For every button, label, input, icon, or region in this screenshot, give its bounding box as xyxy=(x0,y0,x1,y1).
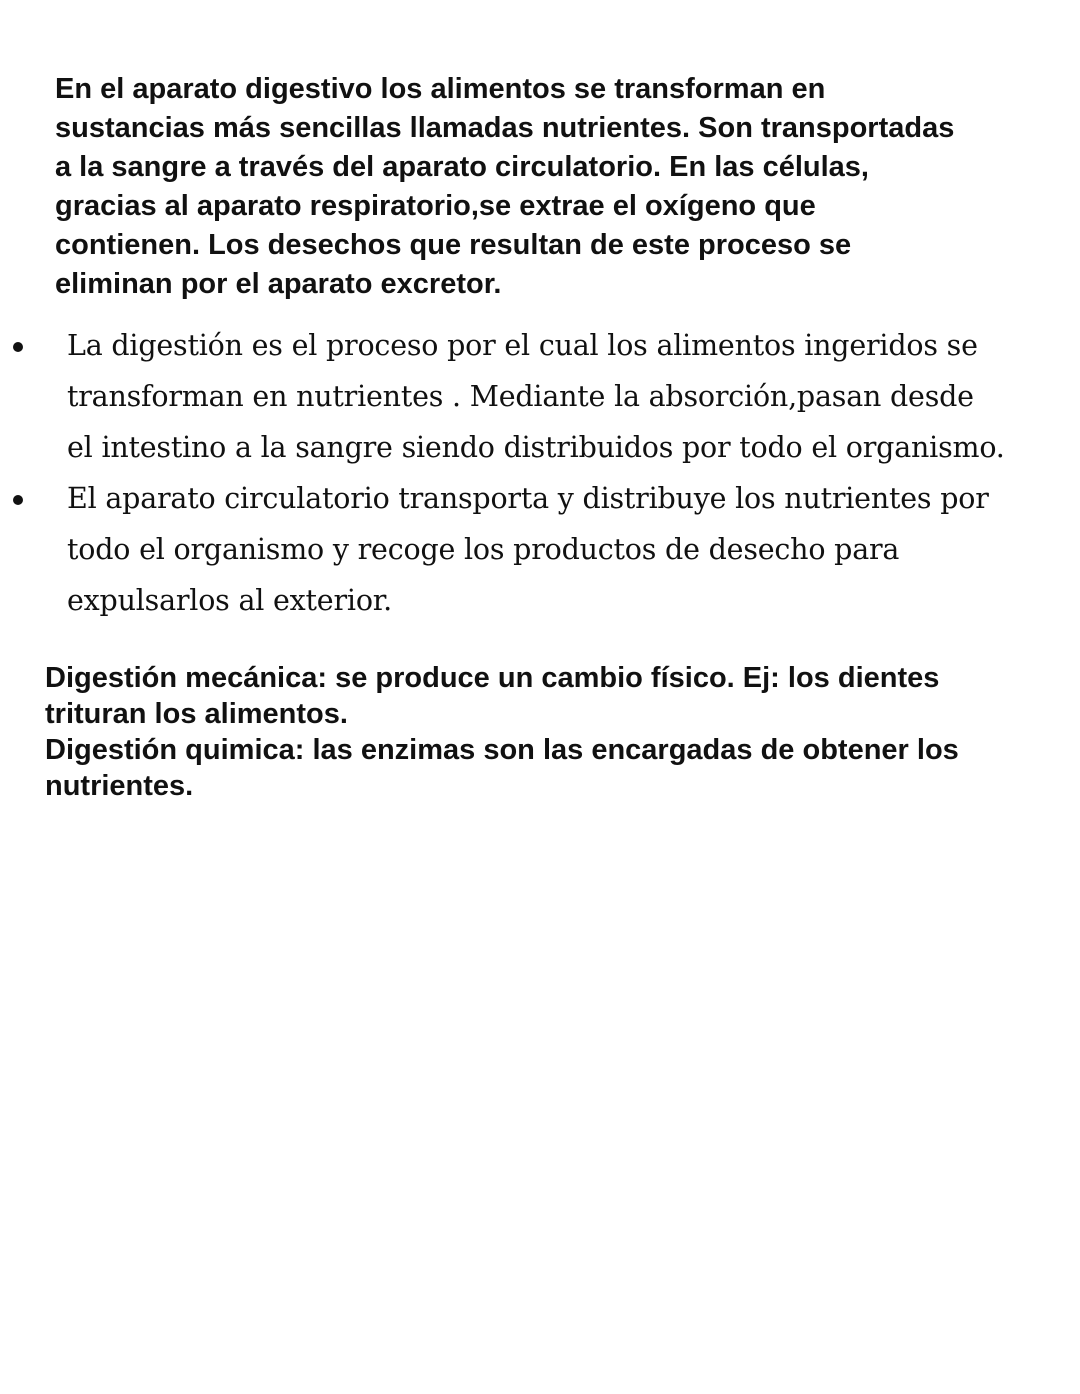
definition-line: Digestión mecánica: se produce un cambio físico. Ej: los dientes xyxy=(45,662,940,694)
intro-line: gracias al aparato respiratorio,se extrae el oxígeno que xyxy=(55,190,816,222)
bullet-item-circulatory xyxy=(0,473,1080,626)
intro-paragraph xyxy=(55,70,1045,304)
definition-line: trituran los alimentos. xyxy=(45,698,348,730)
bullet-line: La digestión es el proceso por el cual los alimentos ingeridos se xyxy=(67,329,978,362)
intro-line: sustancias más sencillas llamadas nutrientes. Son transportadas xyxy=(55,112,955,144)
intro-line: contienen. Los desechos que resultan de este proceso se xyxy=(55,229,852,261)
intro-line: eliminan por el aparato excretor. xyxy=(55,268,502,300)
digestion-definitions xyxy=(45,660,1055,804)
intro-line: En el aparato digestivo los alimentos se transforman en xyxy=(55,73,826,105)
definition-line: nutrientes. xyxy=(45,770,194,802)
definition-line: Digestión quimica: las enzimas son las encargadas de obtener los xyxy=(45,734,959,766)
bullet-line: el intestino a la sangre siendo distribuidos por todo el organismo. xyxy=(67,431,1005,464)
bullet-line: expulsarlos al exterior. xyxy=(67,584,392,617)
bullet-item-digestion xyxy=(0,320,1080,473)
intro-line: a la sangre a través del aparato circulatorio. En las células, xyxy=(55,151,869,183)
bullet-icon xyxy=(13,495,23,505)
bullet-line: transforman en nutrientes . Mediante la absorción,pasan desde xyxy=(67,380,974,413)
bullet-line: El aparato circulatorio transporta y distribuye los nutrientes por xyxy=(67,482,989,515)
bullet-icon xyxy=(13,342,23,352)
bullet-list xyxy=(0,320,1080,626)
bullet-line: todo el organismo y recoge los productos de desecho para xyxy=(67,533,900,566)
